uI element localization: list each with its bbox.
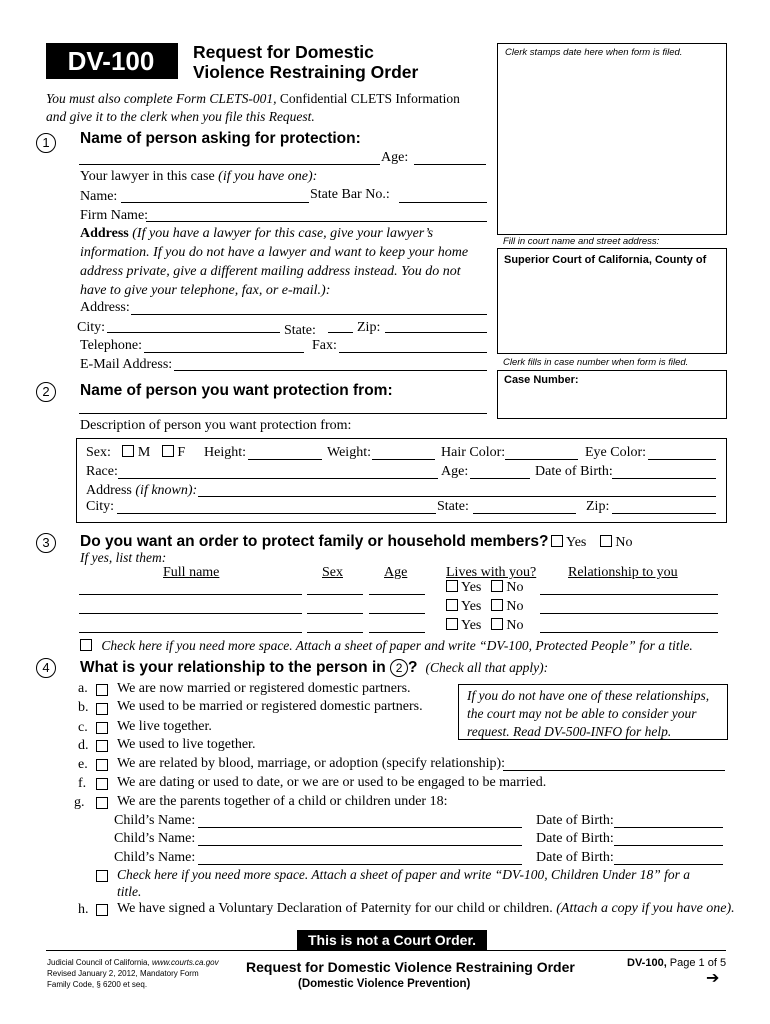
s3-row3-relationship[interactable]: [540, 632, 718, 633]
s3-row2-sex[interactable]: [307, 613, 363, 614]
s1-firm-line[interactable]: [146, 221, 487, 222]
s4-note-line3: request. Read DV-500-INFO for help.: [467, 724, 672, 739]
s4-child2-label: Child’s Name:: [114, 831, 196, 846]
court-name-text: Superior Court of California, County of: [504, 254, 707, 266]
s1-fax-label: Fax:: [312, 338, 337, 353]
s2-address-note: (if known):: [135, 483, 198, 498]
footer-subtitle: (Domestic Violence Prevention): [298, 978, 471, 990]
s1-age-label: Age:: [381, 150, 409, 165]
s2-eye-label: Eye Color:: [585, 445, 647, 460]
s2-sex-f-checkbox[interactable]: [162, 445, 174, 457]
s4-child1-name-line[interactable]: [198, 827, 522, 828]
s3-col-relationship: Relationship to you: [568, 565, 678, 580]
s4-item-e-text: We are related by blood, marriage, or adoption (specify relationship):: [117, 756, 506, 771]
s2-name-line[interactable]: [79, 413, 487, 414]
s3-row3-yes-checkbox[interactable]: [446, 618, 458, 630]
s3-row2-no-label: No: [506, 599, 524, 614]
s2-sex-m-checkbox[interactable]: [122, 445, 134, 457]
s2-address-label: [86, 483, 197, 499]
s2-height-label: Height:: [204, 445, 246, 460]
clets-instruction: and give it to the clerk when you file this Request.: [46, 109, 315, 124]
section-1-title: Name of person asking for protection:: [80, 130, 361, 147]
s2-dob-line[interactable]: [612, 478, 716, 479]
court-label: Fill in court name and street address:: [503, 236, 660, 247]
s2-dob-label: Date of Birth:: [535, 464, 613, 479]
s1-telephone-label: Telephone:: [80, 338, 142, 353]
s1-city-line[interactable]: [107, 332, 280, 333]
s4-child3-dob-label: Date of Birth:: [536, 850, 614, 865]
s2-sex-row: [86, 445, 185, 461]
s1-name-line[interactable]: [79, 164, 380, 165]
section-2-number: 2: [36, 382, 56, 402]
s1-address-instructions: [80, 224, 500, 300]
s2-address-text: Address: [86, 483, 136, 498]
form-title: [193, 42, 418, 82]
s3-row3-yes-label: Yes: [460, 618, 482, 633]
not-court-order-banner: This is not a Court Order.: [297, 930, 487, 950]
s4-item-h-checkbox[interactable]: [96, 904, 108, 916]
s3-row2-name[interactable]: [79, 613, 302, 614]
s2-zip-label: Zip:: [586, 499, 610, 514]
s1-zip-label: Zip:: [357, 320, 381, 335]
s4-item-h-text: [117, 901, 735, 917]
s3-more-space-text: Check here if you need more space. Attach a sheet of paper and write “DV-100, Protected People” for a title.: [101, 638, 693, 653]
footer-form-id: DV-100,: [627, 957, 667, 969]
s4-item-g-checkbox[interactable]: [96, 797, 108, 809]
s1-firm-label: Firm Name:: [80, 208, 149, 223]
s3-row3-no-checkbox[interactable]: [491, 618, 503, 630]
next-page-arrow-icon[interactable]: ➔: [706, 968, 720, 987]
s3-yes-no: [551, 535, 632, 551]
case-number-note: Clerk fills in case number when form is filed.: [503, 357, 689, 368]
s3-yes-label: Yes: [565, 535, 587, 550]
s1-address-head: Address: [80, 226, 129, 241]
s3-row3-no-label: No: [506, 618, 524, 633]
footer-rule: [46, 950, 726, 951]
s1-age-line[interactable]: [414, 164, 486, 165]
s1-email-label: E-Mail Address:: [80, 357, 173, 372]
footer-council: [47, 957, 219, 990]
s4-item-a-text: We are now married or registered domestic partners.: [117, 681, 411, 696]
s4-relationship-note: [458, 684, 728, 740]
footer-revised: Revised January 2, 2012, Mandatory Form: [47, 969, 199, 978]
clerk-stamp-box: [497, 43, 727, 235]
s4-item-b-checkbox[interactable]: [96, 703, 108, 715]
s4-item-g-letter: g.: [74, 795, 85, 810]
s3-row1-relationship[interactable]: [540, 594, 718, 595]
footer-title: Request for Domestic Violence Restraining Order: [246, 959, 575, 975]
s3-row1-sex[interactable]: [307, 594, 363, 595]
s1-city-label: City:: [77, 320, 106, 335]
s1-address-label: Address:: [80, 300, 130, 315]
s4-child1-dob-label: Date of Birth:: [536, 813, 614, 828]
s1-address-line[interactable]: [131, 314, 487, 315]
s2-weight-label: Weight:: [327, 445, 371, 460]
s3-col-age: Age: [384, 565, 408, 580]
s3-col-lives: Lives with you?: [446, 565, 537, 580]
s4-item-b-letter: b.: [78, 700, 89, 715]
s1-state-label: State:: [284, 323, 316, 338]
footer-website: www.courts.ca.gov: [151, 958, 219, 967]
s2-hair-line[interactable]: [505, 459, 578, 460]
s4-item-e-line[interactable]: [503, 770, 725, 771]
s2-city-line[interactable]: [117, 513, 436, 514]
s1-lawyer-name-label: Name:: [80, 189, 118, 204]
s4-child2-dob-label: Date of Birth:: [536, 831, 614, 846]
s4-note-line1: If you do not have one of these relationships,: [467, 688, 710, 703]
s4-item-d-letter: d.: [78, 738, 89, 753]
s4-more-space-line1: Check here if you need more space. Attach a sheet of paper and write “DV-100, Children Under 18” for a: [117, 867, 691, 882]
s3-row1-no-label: No: [506, 580, 524, 595]
s4-more-space-checkbox[interactable]: [96, 870, 108, 882]
s1-zip-line[interactable]: [385, 332, 487, 333]
form-id-badge: DV-100: [46, 43, 176, 79]
form-title-line2: Violence Restraining Order: [193, 62, 419, 82]
case-number-box[interactable]: [497, 370, 727, 419]
s3-row2-no-checkbox[interactable]: [491, 599, 503, 611]
s4-item-a-letter: a.: [78, 681, 88, 696]
s2-state-line[interactable]: [473, 513, 576, 514]
s1-address-note-1: (If you have a lawyer for this case, give your lawyer’s: [128, 226, 434, 241]
s4-child2-name-line[interactable]: [198, 845, 522, 846]
s4-item-c-letter: c.: [78, 720, 88, 735]
clets-form-ref: You must also complete Form CLETS-001,: [46, 91, 277, 106]
s2-height-line[interactable]: [248, 459, 322, 460]
s3-row3-sex[interactable]: [307, 632, 363, 633]
s4-item-e-letter: e.: [78, 757, 88, 772]
s1-bar-label: State Bar No.:: [310, 187, 390, 202]
s3-row3-name[interactable]: [79, 632, 302, 633]
court-name-box[interactable]: [497, 248, 727, 354]
s4-child3-name-line[interactable]: [198, 864, 522, 865]
s3-col-sex: Sex: [322, 565, 343, 580]
s4-item-h-main: We have signed a Voluntary Declaration of Paternity for our child or children.: [117, 901, 557, 916]
s3-row2-yes-checkbox[interactable]: [446, 599, 458, 611]
footer-page-text: Page 1 of 5: [666, 957, 727, 969]
section-2-title: Name of person you want protection from:: [80, 382, 393, 399]
section-4-number: 4: [36, 658, 56, 678]
footer-council-name: Judicial Council of California,: [47, 958, 152, 967]
s3-row2-age[interactable]: [369, 613, 425, 614]
s3-row1-lives: [446, 580, 523, 596]
s4-child3-label: Child’s Name:: [114, 850, 196, 865]
case-number-label: Case Number:: [504, 374, 579, 386]
s1-address-note-2: information. If you do not have a lawyer and want to keep your home: [80, 245, 469, 260]
s1-lawyer-note: (if you have one):: [218, 169, 318, 184]
s4-child3-dob-line[interactable]: [614, 864, 723, 865]
s1-lawyer-text: Your lawyer in this case: [80, 169, 219, 184]
s3-row1-yes-label: Yes: [460, 580, 482, 595]
s1-email-line[interactable]: [174, 370, 487, 371]
s1-lawyer-name-line[interactable]: [121, 202, 309, 203]
clets-form-name: Confidential CLETS Information: [276, 91, 460, 106]
s4-note-line2: the court may not be able to consider your: [467, 706, 697, 721]
s3-more-space: [80, 638, 693, 654]
s1-bar-line[interactable]: [399, 202, 487, 203]
s3-row3-age[interactable]: [369, 632, 425, 633]
section-4-title: [80, 659, 548, 677]
s1-address-note-4: have to give your telephone, fax, or e-mail.):: [80, 283, 331, 298]
s3-row2-relationship[interactable]: [540, 613, 718, 614]
s4-item-a-checkbox[interactable]: [96, 684, 108, 696]
s4-child2-dob-line[interactable]: [614, 845, 723, 846]
s2-sex-f-label: F: [177, 445, 186, 460]
s2-age-label: Age:: [441, 464, 469, 479]
s2-race-line[interactable]: [118, 478, 438, 479]
s4-item-f-checkbox[interactable]: [96, 778, 108, 790]
s2-age-line[interactable]: [470, 478, 530, 479]
s3-row2-lives: [446, 599, 523, 615]
s4-item-b-text: We used to be married or registered domestic partners.: [117, 699, 423, 714]
s4-child1-label: Child’s Name:: [114, 813, 196, 828]
s4-child1-dob-line[interactable]: [614, 827, 723, 828]
s4-item-f-text: We are dating or used to date, or we are or used to be engaged to be married.: [117, 775, 547, 790]
s3-if-yes: If yes, list them:: [80, 550, 167, 565]
section-4-title-text: What is your relationship to the person in: [80, 659, 391, 676]
s4-more-space-text: [117, 866, 717, 900]
s3-no-checkbox[interactable]: [600, 535, 612, 547]
s2-description-label: Description of person you want protection from:: [80, 418, 352, 433]
section-4-check-all: (Check all that apply):: [425, 660, 549, 675]
form-title-line1: Request for Domestic: [193, 42, 374, 62]
s3-row1-yes-checkbox[interactable]: [446, 580, 458, 592]
s2-weight-line[interactable]: [372, 459, 435, 460]
section-3-title: Do you want an order to protect family or household members?: [80, 533, 549, 550]
s3-row1-no-checkbox[interactable]: [491, 580, 503, 592]
s1-fax-line[interactable]: [339, 352, 487, 353]
s2-address-line[interactable]: [198, 496, 716, 497]
s3-row3-lives: [446, 618, 523, 634]
s1-state-line[interactable]: [328, 332, 353, 333]
s3-yes-checkbox[interactable]: [551, 535, 563, 547]
footer-code: Family Code, § 6200 et seq.: [47, 980, 148, 989]
s3-row2-yes-label: Yes: [460, 599, 482, 614]
s2-city-label: City:: [86, 499, 115, 514]
s4-more-space-line2: title.: [117, 884, 142, 899]
s4-item-g-text: We are the parents together of a child or children under 18:: [117, 794, 448, 809]
clerk-stamp-label: Clerk stamps date here when form is filed.: [505, 47, 683, 58]
s2-hair-label: Hair Color:: [441, 445, 506, 460]
s2-zip-line[interactable]: [612, 513, 716, 514]
form-id-separator: [176, 43, 178, 79]
s1-address-note-3: address private, give a different mailing address instead. You do not: [80, 264, 461, 279]
s2-sex-label: Sex:: [86, 445, 111, 460]
s3-no-label: No: [615, 535, 633, 550]
s3-more-space-checkbox[interactable]: [80, 639, 92, 651]
s1-telephone-line[interactable]: [144, 352, 304, 353]
s4-item-c-checkbox[interactable]: [96, 722, 108, 734]
s2-sex-m-label: M: [137, 445, 151, 460]
s3-row1-age[interactable]: [369, 594, 425, 595]
s4-item-h-letter: h.: [78, 902, 89, 917]
s3-row1-name[interactable]: [79, 594, 302, 595]
section-1-number: 1: [36, 133, 56, 153]
section-4-title-end: ?: [408, 659, 418, 676]
s4-item-h-note: (Attach a copy if you have one).: [556, 901, 735, 916]
s1-lawyer-label: [80, 169, 317, 185]
s4-item-c-text: We live together.: [117, 719, 212, 734]
s4-item-f-letter: f.: [78, 776, 87, 791]
s4-item-e-checkbox[interactable]: [96, 759, 108, 771]
s3-col-name: Full name: [163, 565, 220, 580]
clets-note: [46, 90, 486, 126]
s2-eye-line[interactable]: [648, 459, 716, 460]
s2-race-label: Race:: [86, 464, 118, 479]
section-4-ref-circle: 2: [390, 659, 408, 677]
section-3-number: 3: [36, 533, 56, 553]
s4-item-d-text: We used to live together.: [117, 737, 256, 752]
s4-item-d-checkbox[interactable]: [96, 740, 108, 752]
s2-state-label: State:: [437, 499, 469, 514]
